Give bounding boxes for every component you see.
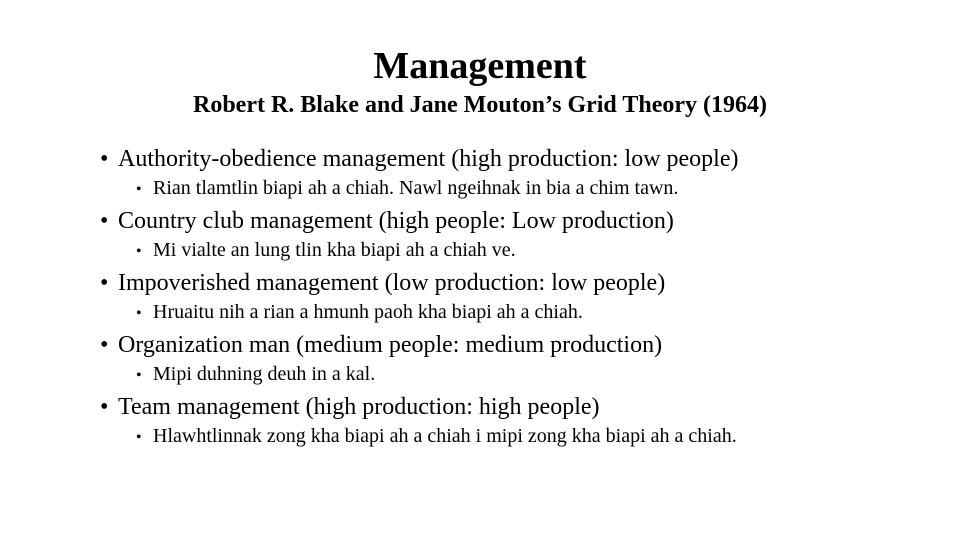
bullet-item — [100, 389, 940, 451]
bullet-main — [100, 327, 662, 363]
sub-bullet-text: Hlawhtlinnak zong kha biapi ah a chiah i mipi zong kha biapi ah a chiah. — [153, 425, 737, 447]
sub-bullet — [136, 175, 678, 203]
bullet-text: Team management (high production: high people) — [118, 394, 600, 420]
bullet-dot-icon: • — [100, 146, 109, 172]
bullet-dot-icon: • — [100, 332, 109, 358]
sub-bullet-text: Mipi duhning deuh in a kal. — [153, 363, 376, 385]
sub-bullet-dot-icon: • — [136, 181, 142, 198]
bullet-item — [100, 327, 940, 389]
bullet-item — [100, 265, 940, 327]
bullet-text: Impoverished management (low production: low people) — [118, 270, 666, 296]
bullet-item — [100, 141, 940, 203]
bullet-list — [100, 141, 940, 451]
bullet-main — [100, 389, 600, 425]
bullet-item — [100, 203, 940, 265]
sub-bullet-text: Mi vialte an lung tlin kha biapi ah a chiah ve. — [153, 239, 516, 261]
bullet-text: Organization man (medium people: medium production) — [118, 332, 663, 358]
sub-bullet — [136, 299, 583, 327]
sub-bullet-dot-icon: • — [136, 243, 142, 260]
bullet-text: Authority-obedience management (high production: low people) — [118, 146, 739, 172]
sub-bullet — [136, 237, 516, 265]
bullet-main — [100, 141, 738, 177]
sub-bullet-dot-icon: • — [136, 429, 142, 446]
sub-bullet — [136, 361, 375, 389]
sub-bullet-text: Rian tlamtlin biapi ah a chiah. Nawl ngeihnak in bia a chim tawn. — [153, 177, 679, 199]
sub-bullet-dot-icon: • — [136, 305, 142, 322]
bullet-dot-icon: • — [100, 208, 109, 234]
bullet-main — [100, 203, 674, 239]
bullet-text: Country club management (high people: Low production) — [118, 208, 674, 234]
slide-title: Management — [373, 45, 587, 87]
bullet-dot-icon: • — [100, 394, 109, 420]
sub-bullet-dot-icon: • — [136, 367, 142, 384]
sub-bullet — [136, 423, 737, 451]
slide-subtitle: Robert R. Blake and Jane Mouton’s Grid Theory (1964) — [192, 92, 767, 118]
sub-bullet-text: Hruaitu nih a rian a hmunh paoh kha biapi ah a chiah. — [153, 301, 583, 323]
bullet-main — [100, 265, 665, 301]
bullet-dot-icon: • — [100, 270, 109, 296]
